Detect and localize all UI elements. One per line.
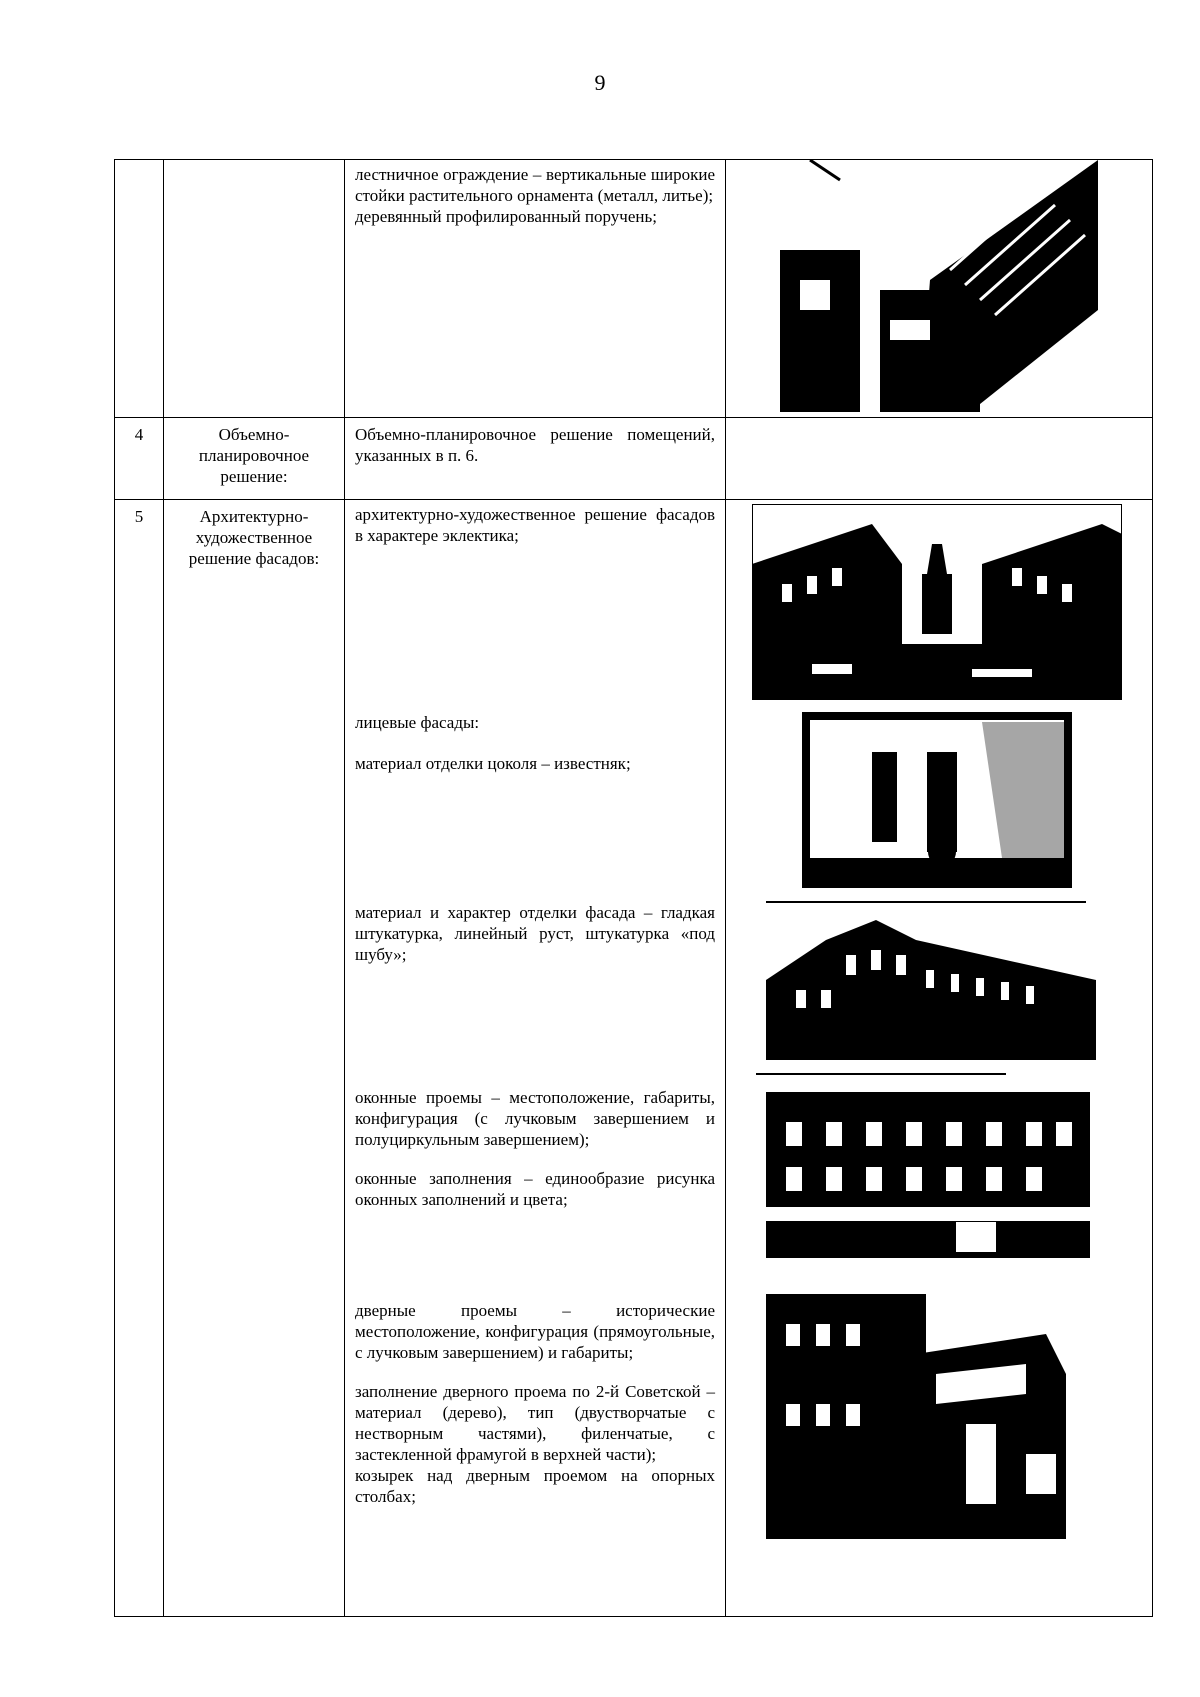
page-number: 9 <box>594 70 606 95</box>
staircase-photo <box>780 160 1098 412</box>
desc-paragraph: дверные проемы – исторические местоположение, конфигурация (прямоугольные, с лучковым завершением) и габариты; <box>355 1301 715 1362</box>
photo-cell <box>726 160 1153 418</box>
row-name: Архитектурно-художественное решение фасадов: <box>164 500 345 1617</box>
desc-paragraph: оконные заполнения – единообразие рисунка оконных заполнений и цвета; <box>355 1169 715 1209</box>
heritage-table <box>114 159 1153 1617</box>
desc-paragraph: оконные проемы – местоположение, габариты, конфигурация (с лучковым завершением и полуциркульным завершением); <box>355 1088 715 1149</box>
desc-paragraph: лицевые фасады: <box>355 713 480 732</box>
windows-facade-photo <box>756 1072 1090 1258</box>
desc-paragraph: заполнение дверного проема по 2-й Советской – материал (дерево), тип (двустворчатые с нестворным частями), филенчатые, с застекленной фрамугой в верхней части); <box>355 1382 715 1464</box>
row-name <box>164 160 345 418</box>
desc-paragraph: архитектурно-художественное решение фасадов в характере эклектика; <box>355 505 715 545</box>
photo-cell <box>726 500 1153 1617</box>
photo-cell <box>726 418 1153 500</box>
plinth-photo <box>802 712 1072 888</box>
table-row <box>115 160 1153 418</box>
desc-paragraph: материал отделки цоколя – известняк; <box>355 754 631 773</box>
row-description <box>345 500 726 1617</box>
table-row <box>115 418 1153 500</box>
street-facade-photo <box>752 504 1122 700</box>
rustication-facade-photo <box>766 900 1096 1060</box>
row-number: 4 <box>115 418 164 500</box>
row-description <box>345 418 726 500</box>
table-row <box>115 500 1153 1617</box>
row-number: 5 <box>115 500 164 1617</box>
desc-paragraph: лестничное ограждение – вертикальные широкие стойки растительного орнамента (металл, литье); <box>355 165 715 205</box>
desc-paragraph: деревянный профилированный поручень; <box>355 207 657 226</box>
entrance-canopy-photo <box>766 1294 1078 1539</box>
row-number <box>115 160 164 418</box>
row-name: Объемно-планировочное решение: <box>164 418 345 500</box>
desc-paragraph: Объемно-планировочное решение помещений, указанных в п. 6. <box>355 425 715 465</box>
desc-paragraph: материал и характер отделки фасада – гладкая штукатурка, линейный руст, штукатурка «под шубу»; <box>355 903 715 964</box>
row-description <box>345 160 726 418</box>
desc-paragraph: козырек над дверным проемом на опорных столбах; <box>355 1466 715 1506</box>
